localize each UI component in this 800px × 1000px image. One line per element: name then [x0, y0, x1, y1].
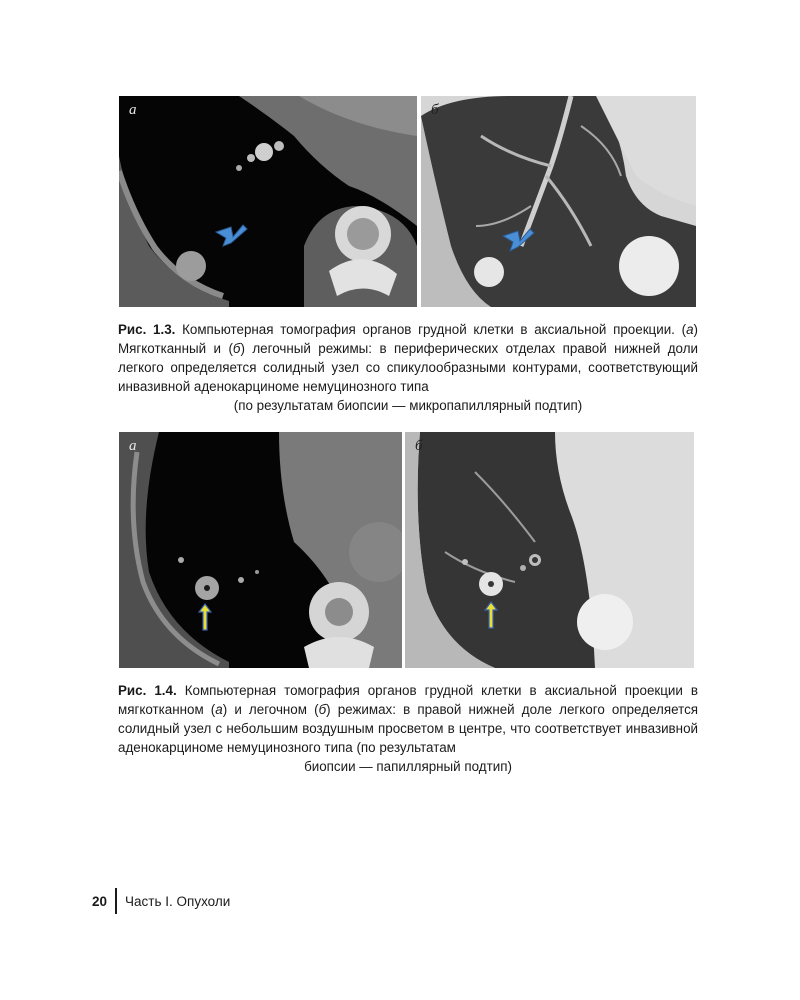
panel-label-b: б — [415, 438, 423, 454]
caption-last-line: (по результатам биопсии — микропапиллярный подтип) — [233, 398, 583, 413]
fig-1-3-panel-b-lung-ct — [421, 96, 696, 307]
caption-text: ) режимах: в правой нижней доле легкого определяется солидный узел с небольшим воздушным просветом в центре, что соответствует инвазивной аденокарциноме немуцинозного типа (по результатам — [118, 702, 699, 755]
panel-label-a: а — [129, 102, 137, 118]
caption-panel-ref: а — [686, 322, 694, 337]
caption-text: ) легочный режимы: в периферических отделах правой нижней доли легкого определяется солидный узел со спикулообразными контурами, соответствующий инвазивной аденокарциноме немуцинозного типа — [118, 341, 698, 394]
yellow-arrow-icon — [119, 432, 402, 668]
section-title: Часть I. Опухоли — [125, 893, 231, 909]
caption-panel-ref: б — [318, 702, 327, 717]
blue-arrow-icon — [119, 96, 417, 307]
caption-lead: Рис. 1.3. — [118, 322, 176, 337]
page-number: 20 — [92, 893, 108, 909]
blue-arrow-icon — [421, 96, 696, 307]
caption-text: ) Мягкотканный и ( — [118, 322, 698, 356]
caption-text: Компьютерная томография органов грудной клетки в аксиальной проекции в мягкотканном ( — [118, 683, 699, 717]
fig-1-4-panel-b-lung-ct — [405, 432, 694, 668]
panel-label-b: б — [431, 102, 439, 118]
fig-1-4-panel-a-soft-tissue-ct — [119, 432, 402, 668]
caption-panel-ref: а — [215, 702, 223, 717]
footer-divider — [115, 888, 117, 914]
yellow-arrow-icon — [405, 432, 694, 668]
caption-text: Компьютерная томография органов грудной клетки в аксиальной проекции. ( — [175, 322, 687, 337]
caption-panel-ref: б — [232, 341, 241, 356]
caption-last-line: биопсии — папиллярный подтип) — [304, 759, 512, 774]
panel-label-a: а — [129, 438, 137, 454]
fig-1-3-caption — [118, 320, 698, 415]
caption-text: ) и легочном ( — [222, 702, 319, 717]
page-footer — [92, 888, 230, 914]
fig-1-4-caption — [118, 681, 698, 776]
caption-lead: Рис. 1.4. — [118, 683, 177, 698]
fig-1-3-panel-a-soft-tissue-ct — [119, 96, 417, 307]
